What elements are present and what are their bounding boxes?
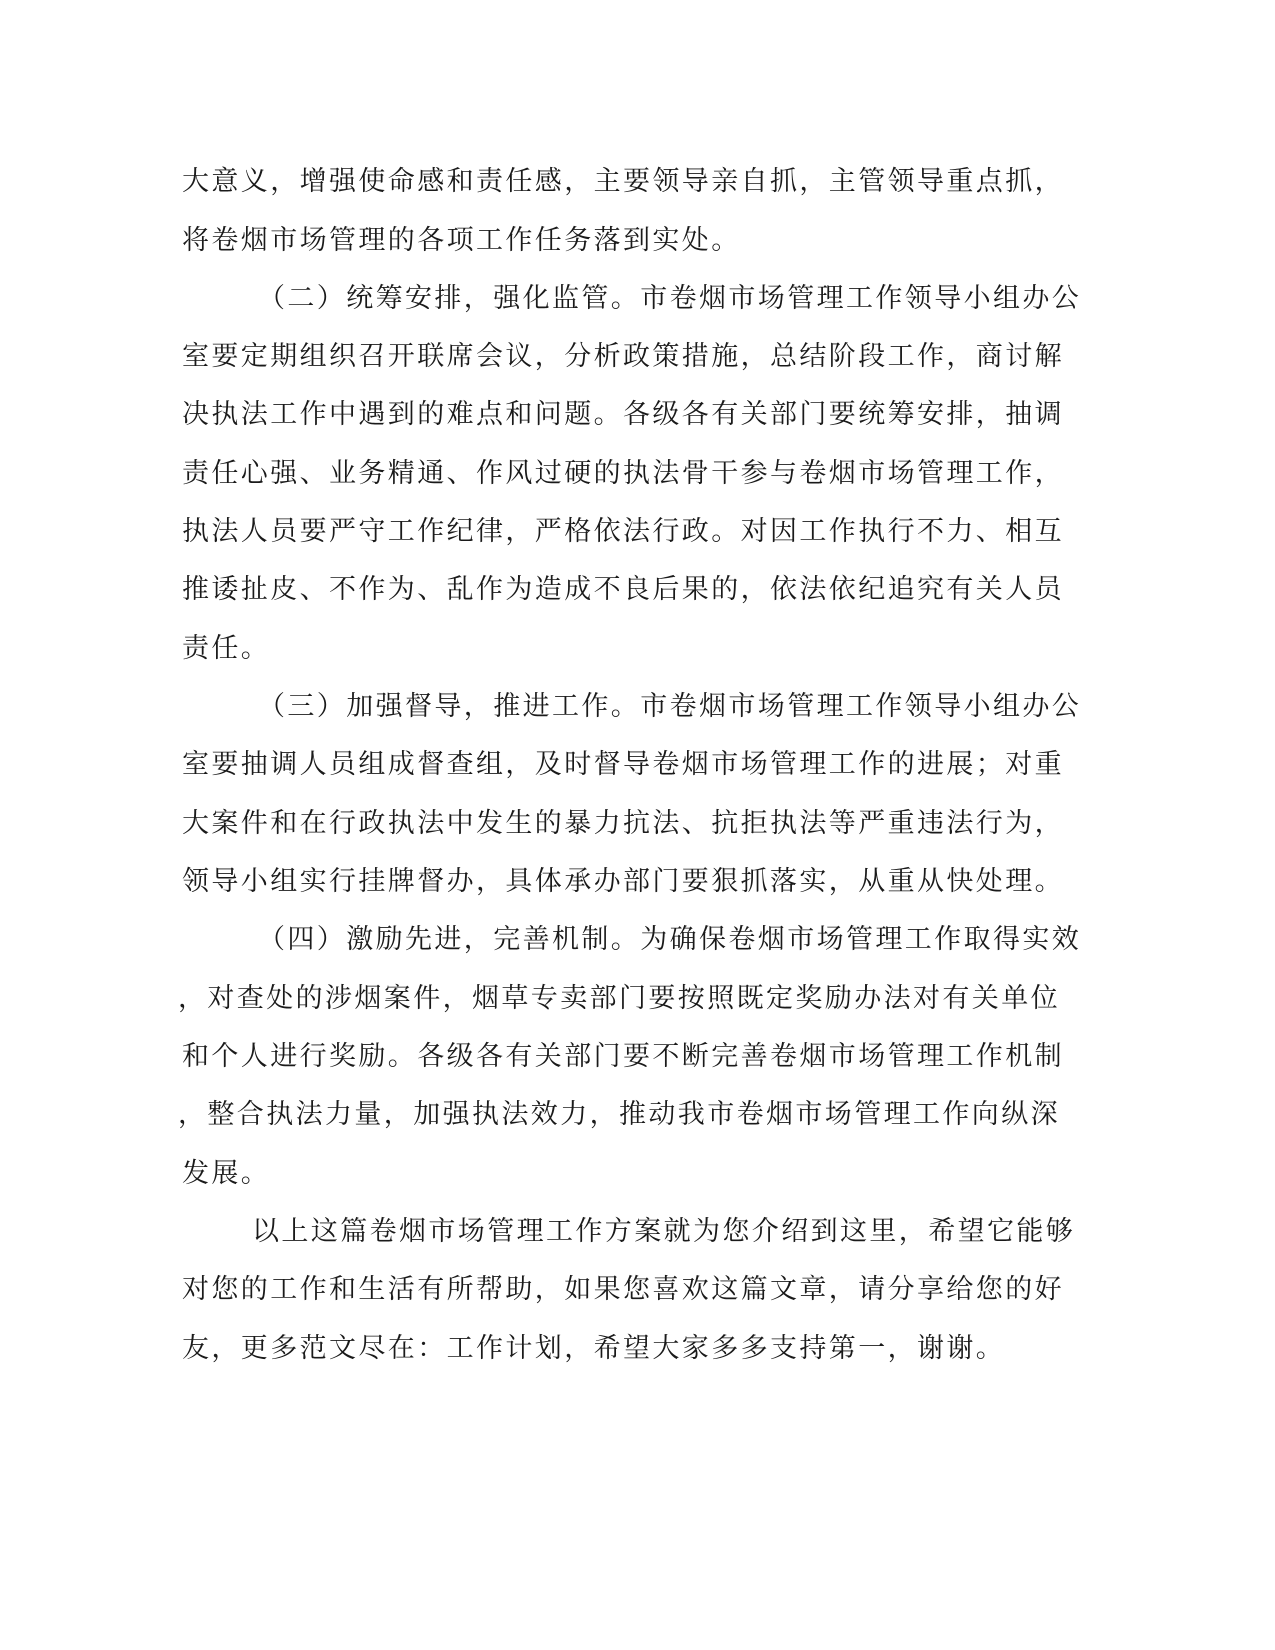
text-line: 和个人进行奖励。各级各有关部门要不断完善卷烟市场管理工作机制 (182, 1041, 1064, 1072)
text-line: ，整合执法力量，加强执法效力，推动我市卷烟市场管理工作向纵深 (178, 1099, 1060, 1130)
text-line: 责任心强、业务精通、作风过硬的执法骨干参与卷烟市场管理工作， (182, 458, 1064, 489)
section-heading-line: （二）统筹安排，强化监管。市卷烟市场管理工作领导小组办公 (258, 283, 1082, 314)
text-line: 责任。 (182, 633, 271, 664)
text-line: 室要定期组织召开联席会议，分析政策措施，总结阶段工作，商讨解 (182, 341, 1064, 372)
text-line: 室要抽调人员组成督查组，及时督导卷烟市场管理工作的进展；对重 (182, 749, 1064, 780)
closing-paragraph-line: 对您的工作和生活有所帮助，如果您喜欢这篇文章，请分享给您的好 (182, 1274, 1064, 1305)
text-line: 推诿扯皮、不作为、乱作为造成不良后果的，依法依纪追究有关人员 (182, 574, 1064, 605)
text-line: 执法人员要严守工作纪律，严格依法行政。对因工作执行不力、相互 (182, 516, 1064, 547)
closing-paragraph-line: 以上这篇卷烟市场管理工作方案就为您介绍到这里，希望它能够 (252, 1216, 1076, 1247)
text-line: 大案件和在行政执法中发生的暴力抗法、抗拒执法等严重违法行为， (182, 808, 1064, 839)
text-line: 发展。 (182, 1158, 271, 1189)
section-heading-line: （三）加强督导，推进工作。市卷烟市场管理工作领导小组办公 (258, 691, 1082, 722)
closing-paragraph-line: 友，更多范文尽在：工作计划，希望大家多多支持第一，谢谢。 (182, 1333, 1006, 1364)
text-line: ，对查处的涉烟案件，烟草专卖部门要按照既定奖励办法对有关单位 (178, 983, 1060, 1014)
section-heading-line: （四）激励先进，完善机制。为确保卷烟市场管理工作取得实效 (258, 924, 1082, 955)
text-line: 领导小组实行挂牌督办，具体承办部门要狠抓落实，从重从快处理。 (182, 866, 1064, 897)
text-line: 决执法工作中遇到的难点和问题。各级各有关部门要统筹安排，抽调 (182, 399, 1064, 430)
text-line: 大意义，增强使命感和责任感，主要领导亲自抓，主管领导重点抓， (182, 166, 1064, 197)
text-line: 将卷烟市场管理的各项工作任务落到实处。 (182, 225, 741, 256)
